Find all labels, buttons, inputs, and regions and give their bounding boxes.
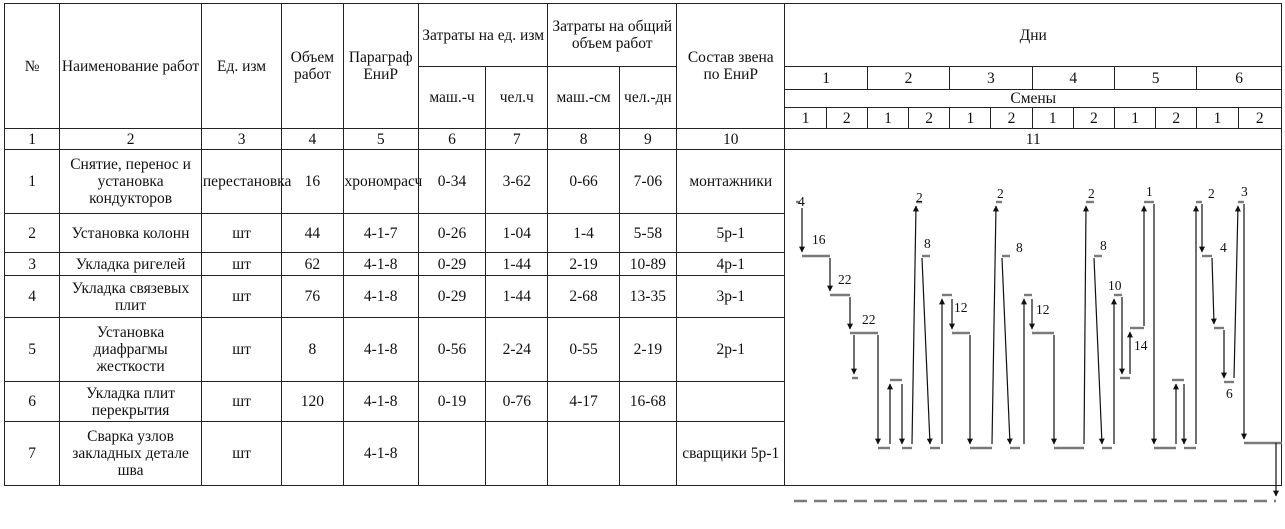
header-mach-h: маш.-ч [418,67,485,129]
row-crew: сварщики 5р-1 [677,422,785,486]
column-number: 4 [282,129,343,150]
row-mach-sm: 0-66 [548,150,619,214]
row-man-h: 1-44 [486,253,548,276]
row-mach-sm: 0-55 [548,318,619,382]
row-mach-h: 0-29 [418,276,485,318]
row-crew: монтажники [677,150,785,214]
header-man-d: чел.-дн [619,67,676,129]
column-number: 3 [201,129,281,150]
cyclogram-label: 12 [1036,302,1050,317]
cyclogram-label: 22 [838,272,852,287]
header-paragraph: Параграф ЕниР [343,4,418,129]
row-unit: шт [201,276,281,318]
row-paragraph: 4-1-8 [343,253,418,276]
row-unit: шт [201,318,281,382]
shift-number: 2 [991,108,1032,129]
row-name: Установка диафрагмы жесткости [60,318,202,382]
day-number: 5 [1114,67,1196,90]
shift-number: 1 [1032,108,1073,129]
row-man-d: 10-89 [619,253,676,276]
row-paragraph: 4-1-7 [343,214,418,253]
row-man-d [619,422,676,486]
row-mach-sm: 2-68 [548,276,619,318]
row-mach-h: 0-56 [418,318,485,382]
row-volume: 120 [282,382,343,422]
row-mach-sm [548,422,619,486]
cyclogram-label: 4 [1220,240,1227,255]
row-mach-h: 0-34 [418,150,485,214]
shift-number: 2 [1156,108,1197,129]
cyclogram-label: 1 [1146,184,1153,199]
shift-number: 2 [909,108,950,129]
row-volume: 76 [282,276,343,318]
shift-number: 2 [1073,108,1114,129]
row-crew: 5р-1 [677,214,785,253]
cyclogram-label: 10 [1108,278,1122,293]
column-number: 10 [677,129,785,150]
row-num: 7 [5,422,60,486]
row-volume: 8 [282,318,343,382]
cyclogram-label: 8 [1100,238,1107,253]
header-shifts: Смены [785,90,1282,108]
row-num: 3 [5,253,60,276]
row-man-h: 3-62 [486,150,548,214]
header-cost-unit: Затраты на ед. изм [418,4,548,67]
row-volume: 16 [282,150,343,214]
row-mach-sm: 2-19 [548,253,619,276]
header-cost-total: Затраты на общий объем работ [548,4,677,67]
row-name: Снятие, перенос и установка кондукторов [60,150,202,214]
header-crew: Состав звена по ЕниР [677,4,785,129]
row-mach-h: 0-29 [418,253,485,276]
cyclogram-label: 4 [798,194,805,209]
cyclogram-label: 2 [1208,186,1215,201]
header-volume: Объем работ [282,4,343,129]
column-number: 2 [60,129,202,150]
row-name: Укладка связевых плит [60,276,202,318]
row-mach-h: 0-26 [418,214,485,253]
cyclogram-label: 16 [812,232,826,247]
cyclogram-label: 8 [924,236,931,251]
row-man-h: 0-76 [486,382,548,422]
column-number: 1 [5,129,60,150]
column-number: 8 [548,129,619,150]
cyclogram-label: 8 [1016,240,1023,255]
cyclogram-label: 2 [916,190,923,205]
row-man-h: 1-44 [486,276,548,318]
header-num: № [5,4,60,129]
row-name: Установка колонн [60,214,202,253]
column-number-row [5,129,1282,150]
header-row-1 [5,4,1282,67]
row-num: 6 [5,382,60,422]
row-volume [282,422,343,486]
cyclogram-label: 6 [1226,386,1233,401]
row-unit: шт [201,422,281,486]
row-unit: шт [201,214,281,253]
column-number: 11 [785,129,1282,150]
row-volume: 44 [282,214,343,253]
row-volume: 62 [282,253,343,276]
shift-number: 2 [1238,108,1281,129]
row-mach-sm: 1-4 [548,214,619,253]
cyclogram-label: 2 [997,186,1004,201]
row-unit: перестановка [201,150,281,214]
cyclogram-label: 2 [1088,186,1095,201]
row-name: Укладка плит перекрытия [60,382,202,422]
shift-number: 1 [1114,108,1155,129]
row-num: 4 [5,276,60,318]
row-mach-h [418,422,485,486]
row-paragraph: хрономрасч [343,150,418,214]
day-number: 2 [867,67,949,90]
shift-number: 1 [1197,108,1238,129]
row-man-d: 2-19 [619,318,676,382]
shift-number: 1 [950,108,991,129]
row-man-h: 2-24 [486,318,548,382]
cyclogram-label: 14 [1134,338,1148,353]
day-number: 1 [785,67,867,90]
row-crew: 3р-1 [677,276,785,318]
header-days: Дни [785,4,1282,67]
row-num: 2 [5,214,60,253]
header-mach-sm: маш.-см [548,67,619,129]
shift-number: 1 [785,108,826,129]
row-crew: 2р-1 [677,318,785,382]
cyclogram-label: 3 [1241,184,1248,199]
row-num: 5 [5,318,60,382]
row-paragraph: 4-1-8 [343,382,418,422]
row-man-d: 7-06 [619,150,676,214]
column-number: 9 [619,129,676,150]
shift-number: 2 [826,108,867,129]
column-number: 7 [486,129,548,150]
row-name: Сварка узлов закладных детале шва [60,422,202,486]
header-name: Наименование работ [60,4,202,129]
row-num: 1 [5,150,60,214]
row-crew: 4р-1 [677,253,785,276]
day-number: 4 [1032,67,1114,90]
row-man-d: 13-35 [619,276,676,318]
row-unit: шт [201,253,281,276]
row-man-h [486,422,548,486]
column-number: 6 [418,129,485,150]
shift-number: 1 [867,108,908,129]
row-paragraph: 4-1-8 [343,276,418,318]
row-man-h: 1-04 [486,214,548,253]
column-number: 5 [343,129,418,150]
header-unit: Ед. изм [201,4,281,129]
row-paragraph: 4-1-8 [343,422,418,486]
row-mach-sm: 4-17 [548,382,619,422]
row-unit: шт [201,382,281,422]
header-man-h: чел.ч [486,67,548,129]
cyclogram-svg [792,178,1284,526]
day-number: 6 [1197,67,1282,90]
day-number: 3 [950,67,1032,90]
cyclogram-label: 22 [862,312,876,327]
cyclogram-label: 12 [954,300,968,315]
row-name: Укладка ригелей [60,253,202,276]
row-man-d: 16-68 [619,382,676,422]
row-man-d: 5-58 [619,214,676,253]
row-crew [677,382,785,422]
row-mach-h: 0-19 [418,382,485,422]
row-paragraph: 4-1-8 [343,318,418,382]
